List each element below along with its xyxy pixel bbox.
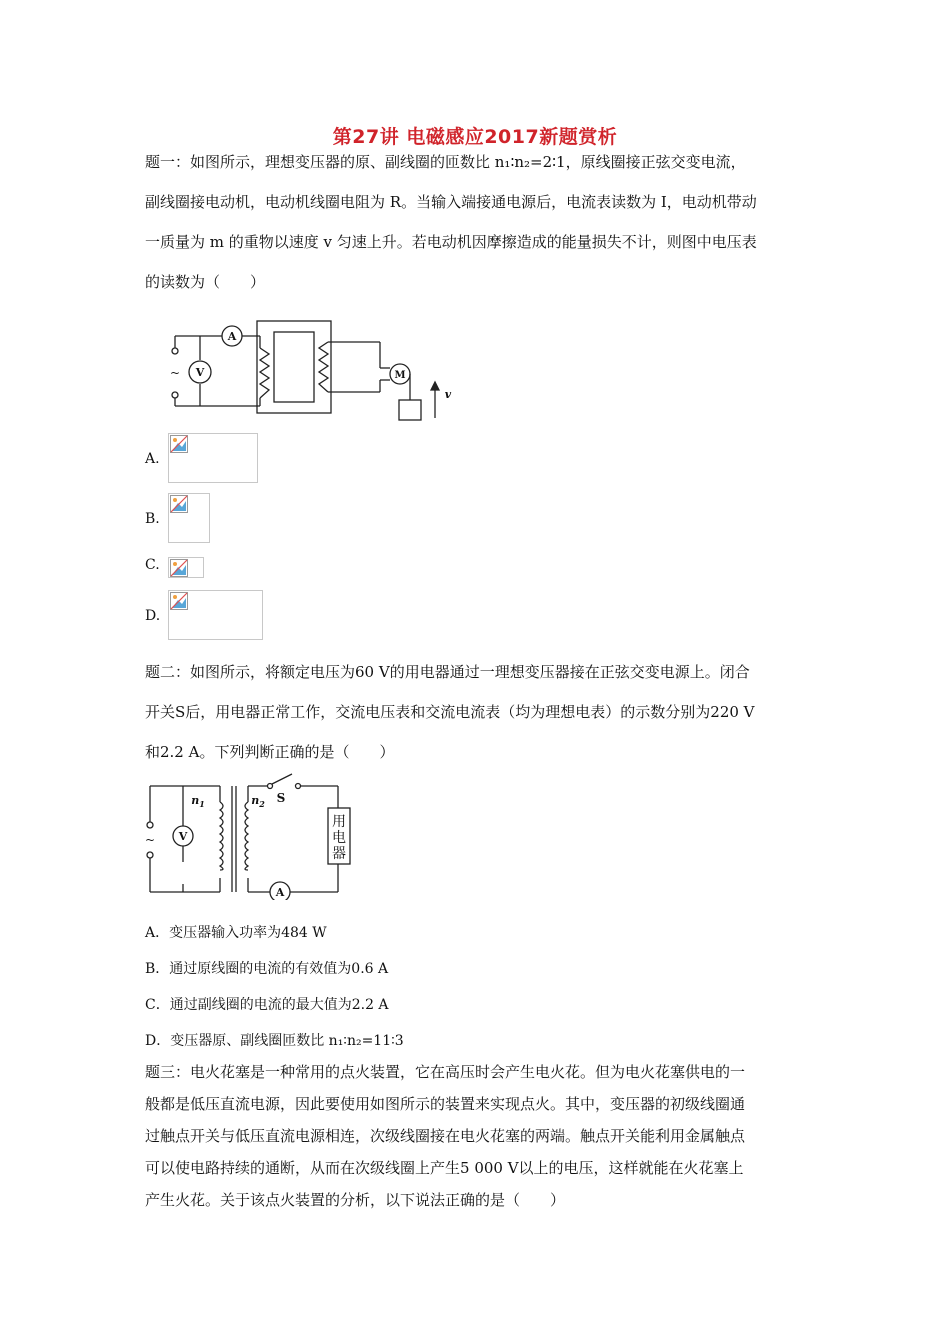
q1-option-a-label: A. (145, 451, 160, 467)
q1-option-c-label: C. (145, 557, 160, 573)
voltmeter-label: V (178, 830, 188, 843)
q2-option-a: A．变压器输入功率为484 W (145, 925, 327, 941)
broken-image-icon (170, 559, 188, 577)
q3-line: 般都是低压直流电源，因此要使用如图所示的装置来实现点火。其中，变压器的初级线圈通 (145, 1095, 746, 1113)
q2-line: 开关S后，用电器正常工作，交流电压表和交流电流表（均为理想电表）的示数分别为220 V (145, 703, 755, 721)
switch-label: S (276, 791, 286, 805)
n1-label: $n_1$ (191, 794, 205, 809)
q2-text (145, 652, 810, 772)
q1-option-b-image (168, 493, 210, 543)
q1-line: 一质量为 m 的重物以速度 v 匀速上升。若电动机因摩擦造成的能量损失不计，则图中电压表 (145, 233, 757, 251)
q2-line: 题二：如图所示，将额定电压为60 V的用电器通过一理想变压器接在正弦交变电源上。闭合 (145, 663, 750, 681)
q1-text (145, 142, 810, 302)
q2-option-d: D．变压器原、副线圈匝数比 n₁∶n₂=11∶3 (145, 1033, 404, 1049)
velocity-label: v (444, 388, 452, 401)
broken-image-icon (170, 435, 188, 453)
load-label-char: 器 (332, 846, 346, 862)
page-title: 第27讲 电磁感应2017新题赏析 (332, 126, 618, 148)
broken-image-icon (170, 495, 188, 513)
q2-option-b: B．通过原线圈的电流的有效值为0.6 A (145, 961, 389, 977)
q1-option-c-image (168, 557, 204, 578)
q1-option-b-label: B. (145, 511, 160, 527)
broken-image-icon (170, 592, 188, 610)
q3-line: 过触点开关与低压直流电源相连，次级线圈接在电火花塞的两端。触点开关能利用金属触点 (145, 1127, 746, 1145)
motor-label: M (394, 370, 406, 381)
ac-source-symbol: ~ (144, 833, 156, 847)
ammeter-label: A (227, 330, 237, 343)
load-label-char: 电 (332, 830, 346, 846)
ac-source-symbol: ~ (169, 366, 181, 380)
q1-option-a-image (168, 433, 258, 483)
q2-line: 和2.2 A。下列判断正确的是（ ） (145, 743, 395, 761)
q3-line: 可以使电路持续的通断，从而在次级线圈上产生5 000 V以上的电压，这样就能在火花塞上 (145, 1159, 744, 1177)
n2-label: $n_2$ (251, 794, 265, 809)
q2-option-c: C．通过副线圈的电流的最大值为2.2 A (145, 997, 389, 1013)
load-label-char: 用 (332, 814, 346, 830)
voltmeter-label: V (195, 366, 205, 379)
q3-line: 题三：电火花塞是一种常用的点火装置，它在高压时会产生电火花。但为电火花塞供电的一 (145, 1063, 746, 1081)
ammeter-label: A (275, 886, 285, 899)
q1-line: 的读数为（ ） (145, 273, 266, 291)
q1-option-d-image (168, 590, 263, 640)
q1-circuit-figure (165, 318, 465, 430)
q1-line: 副线圈接电动机，电动机线圈电阻为 R。当输入端接通电源后，电流表读数为 I，电动机带动 (145, 193, 757, 211)
q1-line: 题一：如图所示，理想变压器的原、副线圈的匝数比 n₁∶n₂=2∶1，原线圈接正弦交变电流， (145, 153, 746, 171)
q2-circuit-figure (140, 772, 380, 900)
q3-text (145, 1056, 810, 1216)
q3-line: 产生火花。关于该点火装置的分析，以下说法正确的是（ ） (145, 1191, 566, 1209)
q1-option-d-label: D. (145, 608, 161, 624)
